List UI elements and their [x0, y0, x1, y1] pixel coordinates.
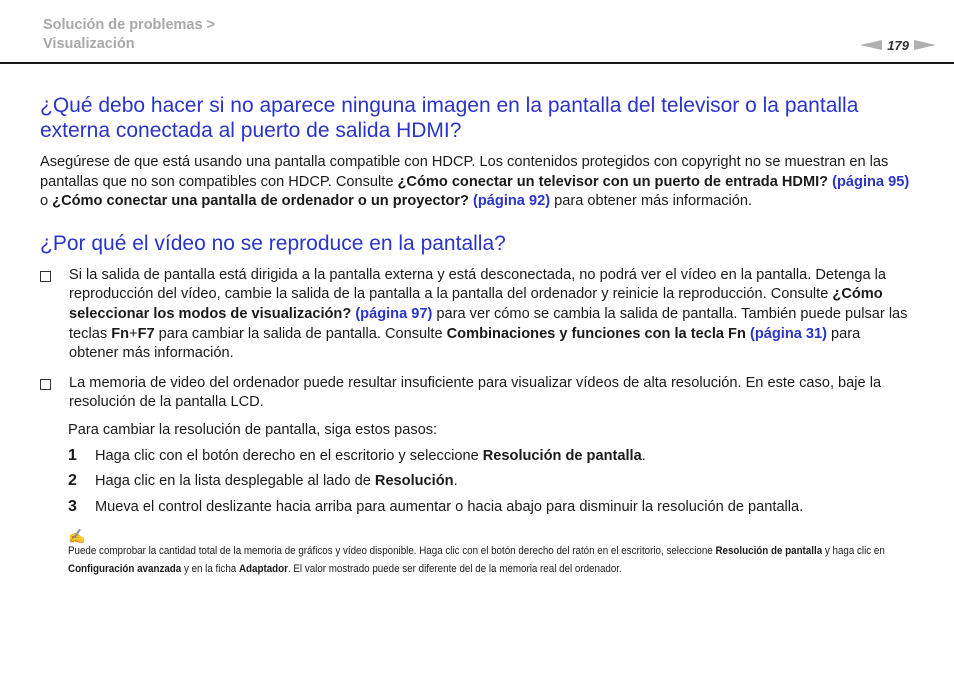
- page-number: 179: [887, 37, 909, 53]
- step-item: [68, 472, 912, 492]
- bold-reference: ¿Cómo conectar una pantalla de ordenador o un proyector?: [52, 193, 469, 210]
- breadcrumb-line1[interactable]: Solución de problemas >: [43, 17, 216, 33]
- bold-reference: Configuración avanzada: [68, 562, 182, 575]
- step-text: [95, 447, 646, 467]
- section1-title: ¿Qué debo hacer si no aparece ninguna imagen en la pantalla del televisor o la pantalla externa conectada al puerto de salida HDMI?: [40, 94, 859, 142]
- step-item: [68, 447, 912, 467]
- key-fn: Fn: [111, 325, 130, 342]
- text-run: .: [453, 473, 458, 490]
- text-run: Mueva el control deslizante hacia arriba para aumentar o hacia abajo para disminuir la resolución de pantalla.: [95, 498, 804, 515]
- text-run: para obtener más información.: [69, 325, 861, 362]
- text-run: .: [641, 447, 646, 464]
- step-text: [95, 498, 803, 518]
- bold-reference: Combinaciones y funciones con la tecla Fn: [446, 325, 746, 342]
- breadcrumb-line2[interactable]: Visualización: [43, 36, 135, 52]
- note-pencil-icon: ✍: [68, 528, 86, 545]
- step-number: 2: [68, 472, 77, 490]
- note-block: [68, 529, 912, 578]
- bold-reference: ¿Cómo conectar un televisor con un puerto de entrada HDMI?: [397, 173, 829, 190]
- page-navigator: [860, 36, 936, 54]
- bold-reference: Resolución de pantalla: [715, 545, 823, 558]
- key-f7: F7: [137, 325, 155, 342]
- bold-reference: Adaptador: [238, 562, 288, 575]
- list-item: [40, 374, 912, 413]
- section2-title: ¿Por qué el vídeo no se reproduce en la pantalla?: [40, 231, 506, 255]
- page-link-95[interactable]: (página 95): [832, 173, 910, 190]
- note-text: [68, 543, 911, 578]
- text-run: +: [129, 325, 138, 342]
- text-run: Si la salida de pantalla está dirigida a la pantalla externa y está desconectada, no podrá ver el vídeo en la pantalla. Detenga la reproducción del vídeo, cambie la salida de la pantalla a la pantalla del ordenador y reinicie la reproducción. Consulte: [69, 266, 886, 303]
- text-run: y en la ficha: [181, 562, 239, 575]
- main-content: [40, 94, 912, 579]
- text-run: . El valor mostrado puede ser diferente del de la memoria real del ordenador.: [287, 562, 622, 575]
- step-number: 1: [68, 446, 77, 464]
- steps-intro: Para cambiar la resolución de pantalla, siga estos pasos:: [68, 421, 438, 438]
- text-run: Haga clic en la lista desplegable al lado de: [95, 473, 375, 490]
- previous-page-arrow-icon[interactable]: [860, 40, 882, 50]
- checkbox-bullet-icon: [40, 379, 51, 390]
- text-run: para ver cómo se cambia la salida de pantalla. También puede pulsar las teclas: [69, 305, 908, 342]
- text-run: y haga clic en: [822, 545, 885, 558]
- text-run: Puede comprobar la cantidad total de la memoria de gráficos y vídeo disponible. Haga clic con el botón derecho del ratón en el escritorio, seleccione: [68, 545, 716, 558]
- list-item: [40, 266, 912, 364]
- step-item: [68, 498, 912, 518]
- page-link-92[interactable]: (página 92): [473, 193, 551, 210]
- step-text: [95, 472, 458, 492]
- bold-reference: Resolución de pantalla: [482, 447, 642, 464]
- section1-paragraph: [40, 153, 912, 212]
- page-link-97[interactable]: (página 97): [355, 305, 433, 322]
- header-divider: [0, 62, 954, 64]
- bullet1-text: [69, 266, 912, 364]
- text-run: para cambiar la salida de pantalla. Consulte: [154, 325, 447, 342]
- bold-reference: ¿Cómo seleccionar los modos de visualización?: [69, 286, 883, 322]
- text-run: para obtener más información.: [550, 193, 753, 210]
- bullet2-text: La memoria de video del ordenador puede resultar insuficiente para visualizar vídeos de alta resolución. En este caso, baje la resolución de la pantalla LCD.: [69, 374, 882, 411]
- breadcrumb: [43, 16, 215, 54]
- bold-reference: Resolución: [374, 473, 454, 490]
- step-number: 3: [68, 497, 77, 515]
- text-run: Asegúrese de que está usando una pantalla compatible con HDCP. Los contenidos protegidos con copyright no se muestran en las pantallas que no son compatibles con HDCP. Consulte: [40, 154, 889, 190]
- next-page-arrow-icon[interactable]: [914, 40, 936, 50]
- text-run: Haga clic con el botón derecho en el escritorio y seleccione: [95, 447, 483, 464]
- page-link-31[interactable]: (página 31): [749, 325, 827, 342]
- checkbox-bullet-icon: [40, 271, 51, 282]
- text-run: o: [40, 193, 53, 210]
